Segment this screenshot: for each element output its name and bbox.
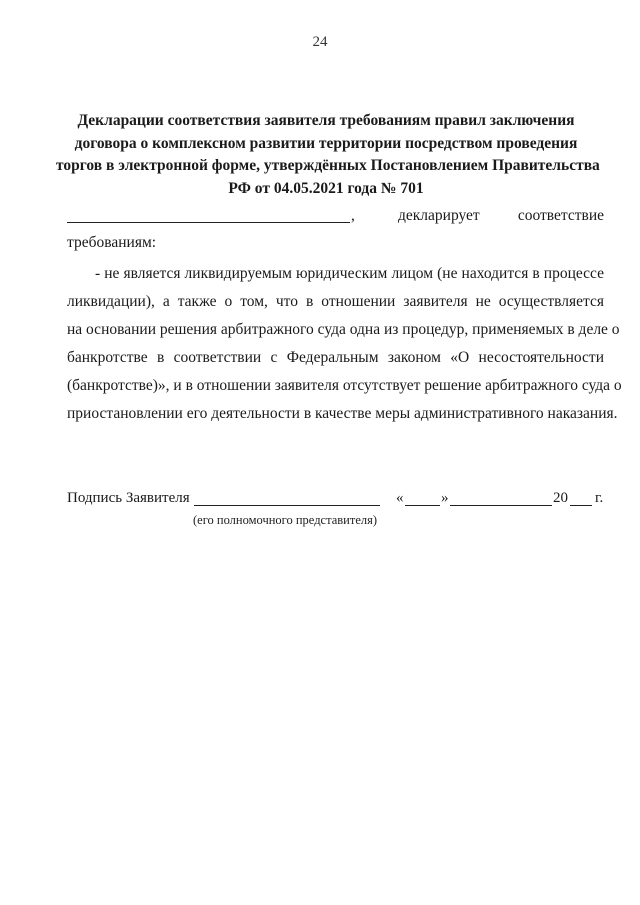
requirements-text: требованиям: (67, 234, 157, 251)
applicant-name-blank[interactable] (67, 222, 350, 223)
body-line: - не является ликвидируемым юридическим лицом (не находится в процессе (95, 265, 604, 282)
date-month-field[interactable] (450, 505, 552, 506)
document-title (56, 110, 600, 200)
declaration-body (67, 260, 622, 428)
body-line: на основании решения арбитражного суда одна из процедур, применяемых в деле о (67, 321, 620, 338)
date-year-suffix: г. (595, 490, 604, 506)
body-line: ликвидации), а также о том, что в отношении заявителя не осуществляется (67, 293, 604, 310)
date-quote-close: » (441, 490, 449, 506)
declaration-statement (67, 207, 604, 231)
date-year-prefix: 20 (553, 490, 568, 506)
signature-label: Подпись Заявителя (67, 490, 190, 506)
date-day-field[interactable] (405, 505, 440, 506)
body-line: банкротстве в соответствии с Федеральным законом «О несостоятельности (67, 349, 604, 366)
page-number: 24 (312, 34, 328, 50)
title-line: торгов в электронной форме, утверждённых Постановлением Правительства (56, 157, 600, 174)
body-line: (банкротстве)», и в отношении заявителя отсутствует решение арбитражного суда о (67, 377, 622, 394)
signature-block (67, 490, 607, 514)
body-line: приостановлении его деятельности в качестве меры административного наказания. (67, 405, 618, 422)
signature-field[interactable] (194, 505, 380, 506)
title-line: РФ от 04.05.2021 года № 701 (228, 179, 424, 197)
declares-text: декларирует (398, 207, 480, 224)
declaration-comma: , (351, 207, 355, 224)
title-line: договора о комплексном развитии территории посредством проведения (74, 134, 578, 152)
date-year-field[interactable] (570, 505, 592, 506)
date-quote-open: « (396, 490, 404, 506)
representative-note: (его полномочного представителя) (193, 513, 378, 527)
compliance-text: соответствие (517, 207, 604, 224)
title-line: Декларации соответствия заявителя требованиям правил заключения (77, 112, 575, 129)
